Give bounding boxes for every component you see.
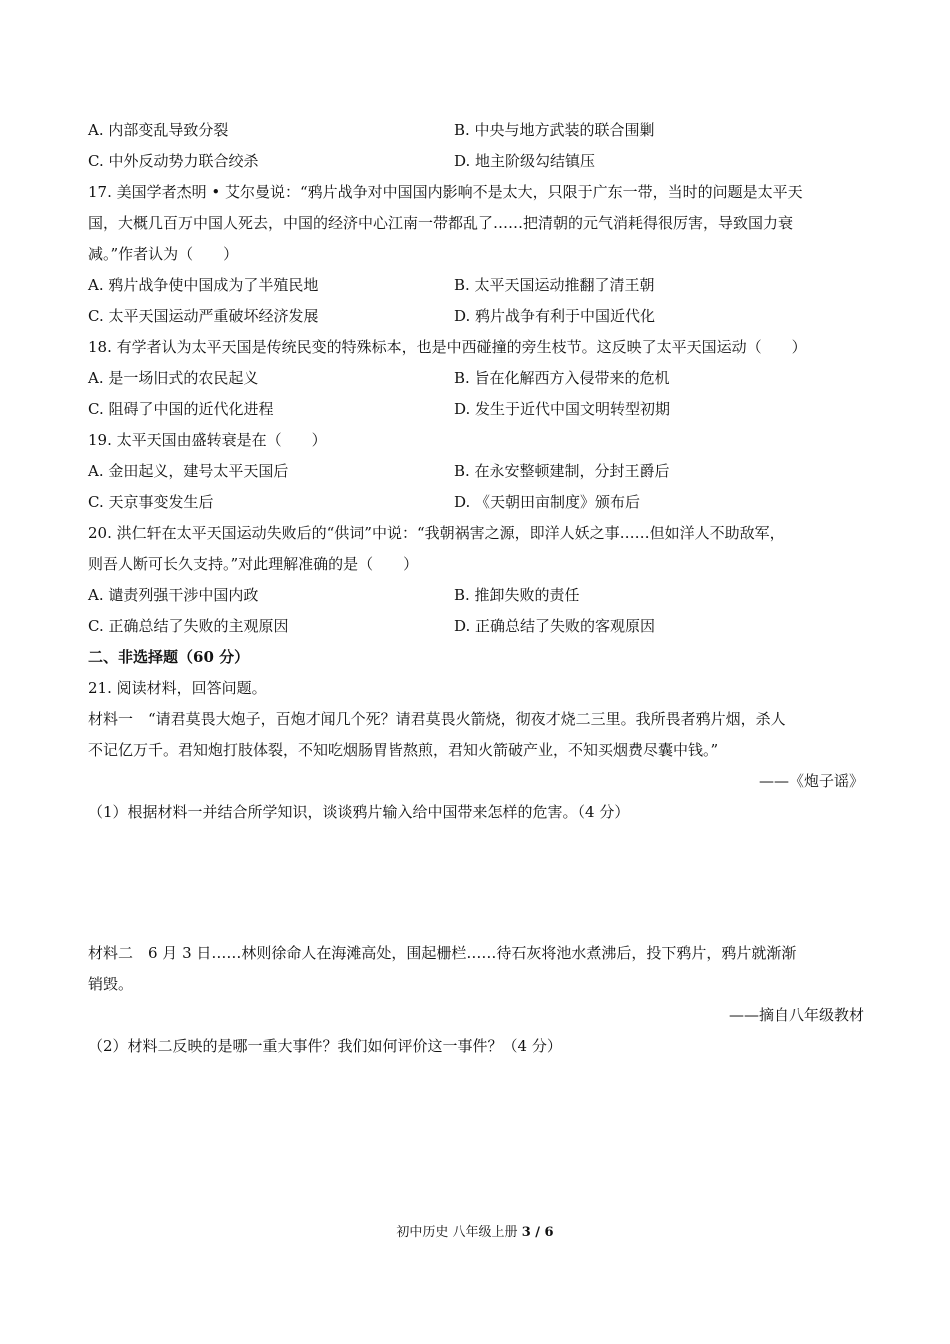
- q17-stem-line-3: 减。”作者认为（ ）: [88, 245, 239, 263]
- q18-option-c: C. 阻碍了中国的近代化进程: [88, 400, 274, 418]
- q18-option-a: A. 是一场旧式的农民起义: [88, 369, 259, 387]
- q16-option-b: B. 中央与地方武装的联合围剿: [454, 121, 655, 139]
- footer-label: 初中历史 八年级上册: [396, 1225, 522, 1240]
- q18-options-row-1: [88, 363, 864, 394]
- q16-option-c: C. 中外反动势力联合绞杀: [88, 152, 259, 170]
- q20-stem-line-2: 则吾人断可长久支持。”对此理解准确的是（ ）: [88, 555, 419, 573]
- q17-option-a: A. 鸦片战争使中国成为了半殖民地: [88, 276, 319, 294]
- q20-option-a: A. 谴责列强干涉中国内政: [88, 586, 259, 604]
- q16-options-row-2: [88, 146, 864, 177]
- sub-question-2: （2）材料二反映的是哪一重大事件？我们如何评价这一事件？（4 分）: [88, 1037, 562, 1055]
- q17-option-b: B. 太平天国运动推翻了清王朝: [454, 276, 655, 294]
- material-2-line-2: 销毁。: [88, 975, 134, 993]
- q16-option-d: D. 地主阶级勾结镇压: [454, 152, 596, 170]
- material-1-line-1: 材料一 “请君莫畏大炮子，百炮才闻几个死？请君莫畏火箭烧，彻夜才烧二三里。我所畏者鸦片烟，杀人: [88, 710, 786, 728]
- q20-option-c: C. 正确总结了失败的主观原因: [88, 617, 289, 635]
- q17-options-row-1: [88, 270, 864, 301]
- q20-option-d: D. 正确总结了失败的客观原因: [454, 617, 656, 635]
- q16-option-a: A. 内部变乱导致分裂: [88, 121, 229, 139]
- material-1-line-2: 不记亿万千。君知炮打肢体裂，不知吃烟肠胃皆熬煎，君知火箭破产业，不知买烟费尽囊中钱。”: [88, 741, 719, 759]
- q19-option-b: B. 在永安整顿建制，分封王爵后: [454, 462, 670, 480]
- material-1-source: ——《炮子谣》: [758, 772, 864, 790]
- q19-option-d: D. 《天朝田亩制度》颁布后: [454, 493, 641, 511]
- page-footer: [0, 1223, 950, 1243]
- q20-stem-line-1: 20. 洪仁轩在太平天国运动失败后的“供词”中说：“我朝祸害之源，即洋人妖之事……但如洋人不助敌军，: [88, 524, 785, 542]
- q19-options-row-2: [88, 487, 864, 518]
- q18-stem: 18. 有学者认为太平天国是传统民变的特殊标本，也是中西碰撞的旁生枝节。这反映了太平天国运动（ ）: [88, 338, 807, 356]
- q20-options-row-1: [88, 580, 864, 611]
- q16-options-row-1: [88, 115, 864, 146]
- q18-option-b: B. 旨在化解西方入侵带来的危机: [454, 369, 670, 387]
- q19-stem: 19. 太平天国由盛转衰是在（ ）: [88, 431, 327, 449]
- q17-option-d: D. 鸦片战争有利于中国近代化: [454, 307, 656, 325]
- q21-intro: 21. 阅读材料，回答问题。: [88, 679, 267, 697]
- section-2-title: 二、非选择题（60 分）: [88, 648, 250, 666]
- q19-options-row-1: [88, 456, 864, 487]
- q17-stem-line-2: 国，大概几百万中国人死去，中国的经济中心江南一带都乱了……把清朝的元气消耗得很厉害，导致国力衰: [88, 214, 794, 232]
- q17-stem-line-1: 17. 美国学者杰明 • 艾尔曼说：“鸦片战争对中国国内影响不是太大，只限于广东一带，当时的问题是太平天: [88, 183, 803, 201]
- page-number: 3 / 6: [521, 1225, 554, 1240]
- material-2-source: ——摘自八年级教材: [728, 1006, 864, 1024]
- sub-question-1: （1）根据材料一并结合所学知识，谈谈鸦片输入给中国带来怎样的危害。（4 分）: [88, 803, 630, 821]
- q20-options-row-2: [88, 611, 864, 642]
- q19-option-c: C. 天京事变发生后: [88, 493, 214, 511]
- page-content: [88, 115, 864, 1062]
- material-2-line-1: 材料二 6 月 3 日……林则徐命人在海滩高处，围起栅栏……待石灰将池水煮沸后，投下鸦片，鸦片就渐渐: [88, 944, 797, 962]
- answer-space-1: [88, 828, 864, 938]
- q18-option-d: D. 发生于近代中国文明转型初期: [454, 400, 671, 418]
- q17-option-c: C. 太平天国运动严重破坏经济发展: [88, 307, 319, 325]
- q19-option-a: A. 金田起义，建号太平天国后: [88, 462, 289, 480]
- q18-options-row-2: [88, 394, 864, 425]
- q20-option-b: B. 推卸失败的责任: [454, 586, 580, 604]
- q17-options-row-2: [88, 301, 864, 332]
